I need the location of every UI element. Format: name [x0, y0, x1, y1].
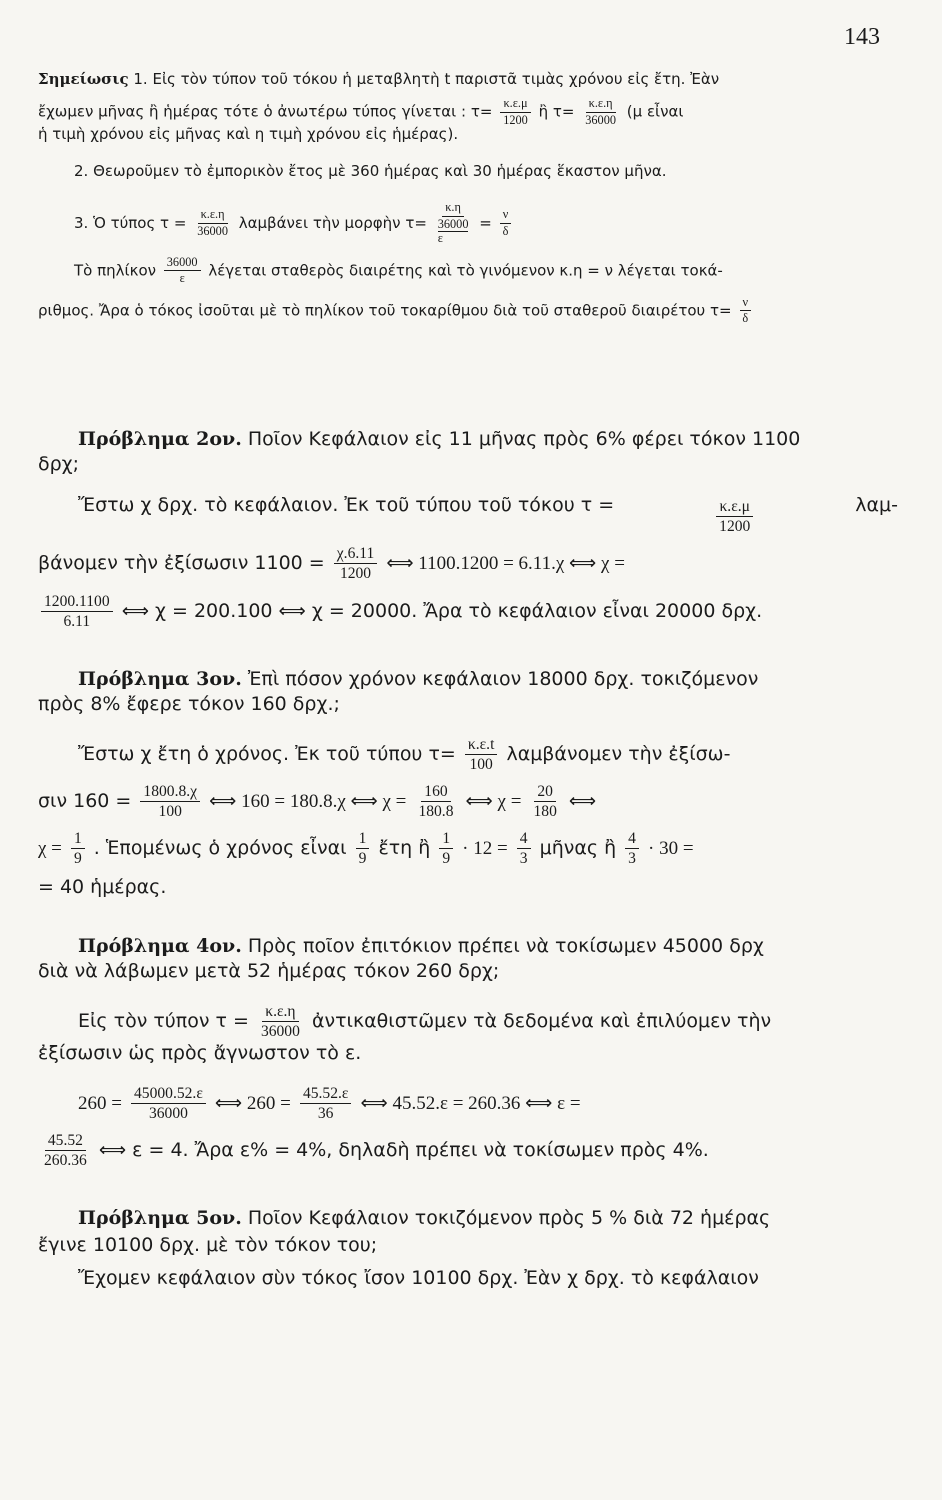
- fraction: [739, 296, 751, 326]
- solution-math: ⟺ 260 =: [214, 1092, 291, 1114]
- fraction: [131, 1085, 206, 1122]
- fraction-numerator: ν: [740, 296, 752, 312]
- fraction-numerator: 1200.1100: [41, 593, 113, 612]
- problem-title: Πρόβλημα 3ον.: [78, 667, 242, 690]
- solution-text: ⟺ χ = 200.100 ⟺ χ = 20000. Ἄρα τὸ κεφάλαιον εἶναι 20000 δρχ.: [121, 599, 763, 622]
- note-text: λαμβάνει τὴν μορφὴν τ=: [238, 213, 427, 232]
- note-2: 2. Θεωροῦμεν τὸ ἐμπορικὸν ἔτος μὲ 360 ἡμέρας καὶ 30 ἡμέρας ἕκαστον μῆνα.: [74, 162, 667, 181]
- fraction-denominator: 260.36: [44, 1152, 87, 1170]
- solution-math: 260 =: [78, 1092, 122, 1114]
- fraction-numerator: κ.ε.η: [586, 97, 616, 113]
- note-text: ριθμος. Ἄρα ὁ τόκος ἰσοῦται μὲ τὸ πηλίκον τοῦ τοκαρίθμου διὰ τοῦ σταθεροῦ διαιρέτου τ=: [38, 301, 732, 320]
- note-heading: Σημείωσις: [38, 70, 129, 88]
- fraction-numerator: 1800.8.χ: [140, 783, 200, 802]
- problem-text: πρὸς 8% ἔφερε τόκον 160 δρχ.;: [38, 692, 340, 715]
- problem-5-solution-line-1: Ἔχομεν κεφάλαιον σὺν τόκος ἴσον 10100 δρχ. Ἐὰν χ δρχ. τὸ κεφάλαιον: [78, 1267, 759, 1290]
- note-text: ἢ τ=: [538, 102, 575, 121]
- problem-text: Ἐπὶ πόσον χρόνον κεφάλαιον 18000 δρχ. τοκιζόμενον: [247, 667, 759, 690]
- fraction: [435, 201, 472, 246]
- fraction-denominator: 3: [519, 850, 528, 868]
- problem-4-question: [38, 934, 898, 957]
- solution-math: ⟺: [568, 791, 597, 813]
- fraction: [356, 830, 370, 867]
- fraction: [500, 208, 512, 238]
- problem-text: Πρὸς ποῖον ἐπιτόκιον πρέπει νὰ τοκίσωμεν 45000 δρχ: [247, 934, 764, 957]
- fraction-denominator: 100: [469, 755, 493, 773]
- fraction-denominator: 36000: [197, 223, 228, 238]
- solution-text: . Ἑπομένως ὁ χρόνος εἶναι: [93, 837, 347, 860]
- problem-text: Ποῖον Κεφάλαιον εἰς 11 μῆνας πρὸς 6% φέρει τόκον 1100: [247, 428, 801, 450]
- fraction-denominator: 1200: [719, 518, 751, 536]
- fraction-numerator: 1: [439, 830, 453, 849]
- problem-3-solution-line-1: [38, 736, 898, 773]
- fraction-denominator: 36: [317, 1104, 334, 1122]
- fraction-denominator: δ: [742, 311, 749, 326]
- solution-math: · 12 =: [462, 838, 508, 860]
- fraction-numerator: 20: [534, 783, 556, 802]
- fraction: [415, 783, 456, 820]
- solution-text: σιν 160 =: [38, 790, 132, 813]
- fraction-numerator: κ.ε.t: [465, 736, 498, 755]
- solution-text: Ἔστω χ δρχ. τὸ κεφάλαιον. Ἐκ τοῦ τύπου τοῦ τόκου τ =: [78, 494, 615, 516]
- problem-2-solution-line-3: [38, 593, 898, 630]
- solution-text: λαμ-: [855, 494, 898, 516]
- note-3: [38, 201, 898, 246]
- solution-math: ⟺ 45.52.ε = 260.36 ⟺ ε =: [360, 1092, 581, 1114]
- problem-text: δρχ;: [38, 453, 80, 475]
- note-text: 3. Ὁ τύπος τ =: [74, 213, 187, 232]
- fraction-numerator: χ.6.11: [334, 545, 378, 564]
- solution-text: ⟺ ε = 4. Ἄρα ε% = 4%, δηλαδὴ πρέπει νὰ τοκίσωμεν πρὸς 4%.: [98, 1139, 709, 1162]
- problem-5-question: [38, 1209, 898, 1228]
- fraction-numerator: 36000: [164, 256, 201, 272]
- fraction-numerator: 45.52.ε: [300, 1085, 352, 1104]
- problem-4-solution-line-4: [38, 1132, 898, 1169]
- fraction-numerator: κ.ε.μ: [716, 498, 753, 517]
- solution-text: Εἰς τὸν τύπον τ =: [78, 1009, 249, 1032]
- problem-title: Πρόβλημα 2ον.: [78, 428, 242, 450]
- fraction: [500, 97, 531, 127]
- fraction-denominator: [435, 217, 472, 246]
- problem-3-question: [38, 667, 898, 690]
- fraction: [716, 498, 753, 535]
- solution-math: · 30 =: [648, 838, 694, 860]
- problem-text: ἔγινε 10100 δρχ. μὲ τὸν τόκον του;: [38, 1234, 378, 1257]
- fraction-numerator: 45000.52.ε: [131, 1085, 206, 1104]
- fraction: [625, 830, 639, 867]
- fraction-denominator: 36000: [148, 1104, 188, 1122]
- problem-2-solution-line-1: [38, 496, 898, 535]
- problem-text: διὰ νὰ λάβωμεν μετὰ 52 ἡμέρας τόκον 260 δρχ;: [38, 959, 500, 982]
- fraction-denominator: 36000: [585, 112, 616, 127]
- notes-section: [38, 72, 898, 326]
- fraction: [334, 545, 378, 582]
- fraction-numerator: 4: [517, 830, 531, 849]
- fraction-numerator: 45.52: [45, 1132, 86, 1151]
- solution-text: ἀντικαθιστῶμεν τὰ δεδομένα καὶ ἐπιλύομεν τὴν: [311, 1009, 772, 1032]
- note-5: [38, 296, 898, 326]
- solution-math: ⟺ 1100.1200 = 6.11.χ ⟺ χ =: [386, 553, 625, 575]
- problem-title: Πρόβλημα 5ον.: [78, 1207, 242, 1230]
- problem-4-solution-line-3: [38, 1085, 898, 1122]
- fraction-sub-denominator: ε: [437, 231, 443, 246]
- note-1-line-2: [38, 97, 898, 127]
- solution-text: Ἔστω χ ἔτη ὁ χρόνος. Ἐκ τοῦ τύπου τ=: [78, 742, 456, 765]
- problem-3-solution-line-4: = 40 ἡμέρας.: [38, 875, 167, 898]
- fraction: [517, 830, 531, 867]
- fraction-denominator-text: 36000: [437, 216, 469, 231]
- fraction-numerator: 4: [625, 830, 639, 849]
- problem-2-solution-line-2: [38, 545, 898, 582]
- fraction: [465, 736, 498, 773]
- solution-math: χ =: [38, 838, 62, 860]
- fraction: [164, 256, 201, 286]
- fraction-denominator: 180: [533, 803, 557, 821]
- problem-3-solution-line-2: [38, 783, 898, 820]
- note-text: =: [479, 213, 492, 232]
- fraction-numerator: κ.η: [442, 201, 464, 217]
- fraction-denominator: 6.11: [63, 612, 91, 630]
- note-text: 1. Εἰς τὸν τύπον τοῦ τόκου ἡ μεταβλητὴ t παριστᾶ τιμὰς χρόνου εἰς ἔτη. Ἐὰν: [133, 70, 720, 88]
- note-text: Τὸ πηλίκον: [74, 261, 156, 280]
- fraction-numerator: 160: [421, 783, 450, 802]
- solution-math: ⟺ χ =: [465, 791, 522, 813]
- page-number: 143: [844, 24, 880, 50]
- solution-text: βάνομεν τὴν ἐξίσωσιν 1100 =: [38, 552, 325, 575]
- fraction: [300, 1085, 352, 1122]
- solution-text: ἔτη ἢ: [378, 837, 431, 860]
- solution-text: λαμβάνομεν τὴν ἐξίσω-: [506, 742, 731, 765]
- note-1-line-3: ἡ τιμὴ χρόνου εἰς μῆνας καὶ η τιμὴ χρόνου εἰς ἡμέρας).: [38, 125, 459, 144]
- solution-math: ⟺ 160 = 180.8.χ ⟺ χ =: [209, 791, 407, 813]
- problem-4-solution-line-2: ἐξίσωσιν ὡς πρὸς ἄγνωστον τὸ ε.: [38, 1041, 362, 1064]
- fraction-denominator: 1200: [339, 565, 372, 583]
- fraction-numerator: κ.ε.η: [198, 208, 228, 224]
- fraction-denominator: 9: [73, 850, 82, 868]
- note-text: ἔχωμεν μῆνας ἢ ἡμέρας τότε ὁ ἀνωτέρω τύπος γίνεται : τ=: [38, 102, 493, 121]
- problem-2-question: [38, 430, 898, 449]
- problem-4-solution-line-1: [38, 1003, 898, 1040]
- problem-text: Ποῖον Κεφάλαιον τοκιζόμενον πρὸς 5 % διὰ 72 ἡμέρας: [247, 1207, 771, 1230]
- fraction: [41, 593, 113, 630]
- fraction-numerator: 1: [356, 830, 370, 849]
- problem-3-solution-line-3: [38, 830, 898, 867]
- note-4: [38, 256, 898, 286]
- problems-section: [38, 430, 898, 1288]
- fraction: [258, 1003, 303, 1040]
- note-1-line-1: [38, 72, 898, 87]
- fraction-numerator: ν: [500, 208, 512, 224]
- fraction: [530, 783, 559, 820]
- fraction: [71, 830, 85, 867]
- fraction-denominator: 3: [628, 850, 636, 868]
- fraction: [439, 830, 453, 867]
- fraction-denominator: ε: [179, 271, 185, 286]
- problem-title: Πρόβλημα 4ον.: [78, 934, 242, 957]
- note-text: (μ εἶναι: [626, 102, 684, 121]
- fraction-denominator: 1200: [503, 112, 528, 127]
- fraction-numerator: 1: [71, 830, 85, 849]
- fraction-numerator: κ.ε.μ: [500, 97, 530, 113]
- note-text: λέγεται σταθερὸς διαιρέτης καὶ τὸ γινόμενον κ.η = ν λέγεται τοκά-: [208, 261, 723, 280]
- fraction: [194, 208, 231, 238]
- fraction-denominator: δ: [502, 223, 509, 238]
- fraction-denominator: 100: [158, 803, 182, 821]
- fraction-denominator: 9: [442, 850, 451, 868]
- fraction-denominator: 180.8: [418, 803, 454, 821]
- fraction: [140, 783, 200, 820]
- fraction: [41, 1132, 90, 1169]
- solution-text: μῆνας ἢ: [539, 837, 617, 860]
- fraction-denominator: 9: [358, 850, 367, 868]
- fraction-denominator: 36000: [260, 1022, 300, 1040]
- fraction-numerator: κ.ε.η: [262, 1003, 298, 1022]
- fraction: [582, 97, 619, 127]
